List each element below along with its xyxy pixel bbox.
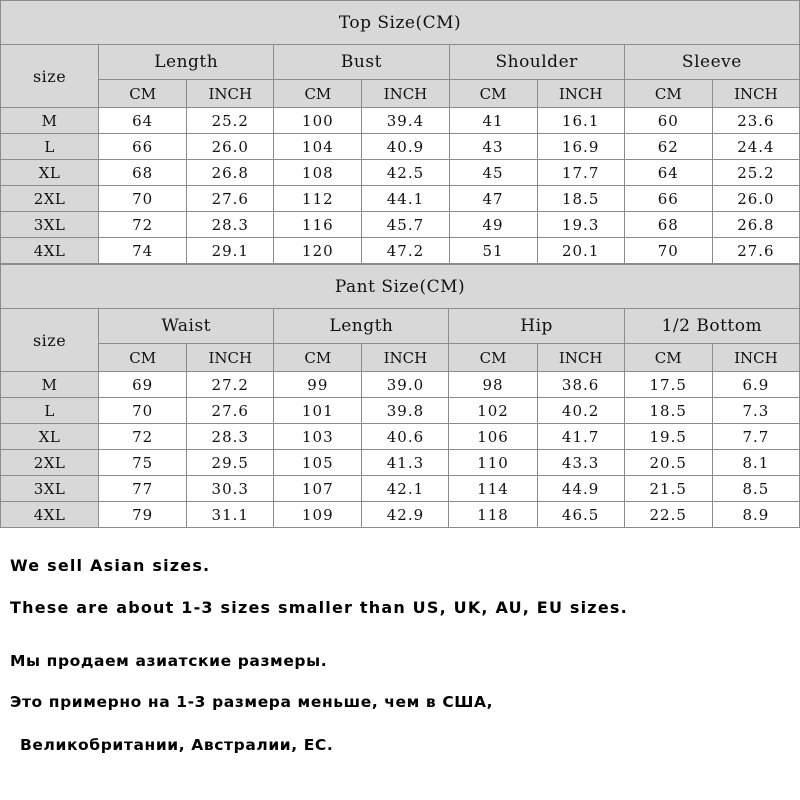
measurement-cell: 26.0 (187, 134, 274, 160)
unit-header: CM (274, 80, 362, 108)
measurement-cell: 45 (449, 160, 537, 186)
unit-header: CM (99, 344, 187, 372)
measurement-cell: 8.9 (712, 502, 799, 528)
measurement-cell: 105 (274, 450, 362, 476)
measurement-cell: 7.3 (712, 398, 799, 424)
measurement-cell: 25.2 (187, 108, 274, 134)
measurement-cell: 16.1 (537, 108, 624, 134)
measurement-cell: 8.5 (712, 476, 799, 502)
pant-size-title: Pant Size(CM) (1, 265, 800, 309)
top-size-body (1, 1, 800, 264)
table-row (1, 160, 800, 186)
pant-size-column-label: size (1, 309, 99, 372)
measurement-cell: 66 (624, 186, 712, 212)
table-row (1, 398, 800, 424)
measurement-cell: 72 (99, 424, 187, 450)
size-cell: 4XL (1, 238, 99, 264)
measurement-cell: 27.6 (187, 186, 274, 212)
measurement-cell: 72 (99, 212, 187, 238)
size-cell: XL (1, 160, 99, 186)
pant-group-half-bottom: 1/2 Bottom (624, 309, 799, 344)
measurement-cell: 40.6 (362, 424, 449, 450)
top-group-sleeve: Sleeve (624, 45, 799, 80)
table-row (1, 450, 800, 476)
size-cell: L (1, 398, 99, 424)
table-row (1, 186, 800, 212)
top-size-table (0, 0, 800, 264)
unit-header: INCH (712, 344, 799, 372)
measurement-cell: 25.2 (712, 160, 799, 186)
measurement-cell: 27.6 (712, 238, 799, 264)
measurement-cell: 18.5 (537, 186, 624, 212)
measurement-cell: 108 (274, 160, 362, 186)
measurement-cell: 40.2 (537, 398, 624, 424)
measurement-cell: 60 (624, 108, 712, 134)
measurement-cell: 7.7 (712, 424, 799, 450)
top-size-title: Top Size(CM) (1, 1, 800, 45)
measurement-cell: 44.1 (362, 186, 449, 212)
table-row (1, 238, 800, 264)
measurement-cell: 101 (274, 398, 362, 424)
unit-header: CM (624, 80, 712, 108)
measurement-cell: 100 (274, 108, 362, 134)
measurement-cell: 47.2 (362, 238, 449, 264)
measurement-cell: 112 (274, 186, 362, 212)
measurement-cell: 120 (274, 238, 362, 264)
unit-header: INCH (362, 80, 449, 108)
measurement-cell: 41 (449, 108, 537, 134)
table-row (1, 502, 800, 528)
measurement-cell: 20.5 (624, 450, 712, 476)
measurement-cell: 110 (449, 450, 537, 476)
measurement-cell: 46.5 (537, 502, 624, 528)
top-size-column-label: size (1, 45, 99, 108)
measurement-cell: 26.0 (712, 186, 799, 212)
measurement-cell: 70 (99, 398, 187, 424)
measurement-cell: 18.5 (624, 398, 712, 424)
measurement-cell: 28.3 (187, 212, 274, 238)
measurement-cell: 27.6 (187, 398, 274, 424)
measurement-cell: 45.7 (362, 212, 449, 238)
size-cell: 3XL (1, 212, 99, 238)
measurement-cell: 44.9 (537, 476, 624, 502)
table-row (1, 134, 800, 160)
top-group-shoulder: Shoulder (449, 45, 624, 80)
measurement-cell: 66 (99, 134, 187, 160)
measurement-cell: 8.1 (712, 450, 799, 476)
measurement-cell: 42.5 (362, 160, 449, 186)
measurement-cell: 41.3 (362, 450, 449, 476)
unit-header: INCH (187, 80, 274, 108)
measurement-cell: 47 (449, 186, 537, 212)
size-cell: 2XL (1, 186, 99, 212)
pant-size-body (1, 265, 800, 528)
measurement-cell: 41.7 (537, 424, 624, 450)
measurement-cell: 116 (274, 212, 362, 238)
measurement-cell: 98 (449, 372, 537, 398)
unit-header: CM (449, 344, 537, 372)
table-row (1, 424, 800, 450)
measurement-cell: 31.1 (187, 502, 274, 528)
pant-size-table (0, 264, 800, 528)
measurement-cell: 24.4 (712, 134, 799, 160)
unit-header: CM (274, 344, 362, 372)
size-cell: XL (1, 424, 99, 450)
measurement-cell: 62 (624, 134, 712, 160)
measurement-cell: 17.7 (537, 160, 624, 186)
measurement-cell: 79 (99, 502, 187, 528)
unit-header: INCH (537, 80, 624, 108)
measurement-cell: 16.9 (537, 134, 624, 160)
unit-header: INCH (537, 344, 624, 372)
measurement-cell: 103 (274, 424, 362, 450)
measurement-cell: 29.1 (187, 238, 274, 264)
measurement-cell: 20.1 (537, 238, 624, 264)
unit-header: INCH (362, 344, 449, 372)
unit-header: INCH (712, 80, 799, 108)
note-asian-sizes: We sell Asian sizes. (10, 556, 211, 575)
measurement-cell: 39.0 (362, 372, 449, 398)
measurement-cell: 104 (274, 134, 362, 160)
measurement-cell: 49 (449, 212, 537, 238)
measurement-cell: 74 (99, 238, 187, 264)
pant-group-hip: Hip (449, 309, 624, 344)
measurement-cell: 69 (99, 372, 187, 398)
measurement-cell: 64 (624, 160, 712, 186)
measurement-cell: 40.9 (362, 134, 449, 160)
size-cell: M (1, 108, 99, 134)
measurement-cell: 109 (274, 502, 362, 528)
measurement-cell: 75 (99, 450, 187, 476)
measurement-cell: 42.1 (362, 476, 449, 502)
size-cell: 4XL (1, 502, 99, 528)
measurement-cell: 77 (99, 476, 187, 502)
measurement-cell: 30.3 (187, 476, 274, 502)
measurement-cell: 6.9 (712, 372, 799, 398)
size-cell: M (1, 372, 99, 398)
measurement-cell: 27.2 (187, 372, 274, 398)
measurement-cell: 21.5 (624, 476, 712, 502)
measurement-cell: 17.5 (624, 372, 712, 398)
measurement-cell: 19.5 (624, 424, 712, 450)
unit-header: CM (624, 344, 712, 372)
measurement-cell: 26.8 (712, 212, 799, 238)
measurement-cell: 64 (99, 108, 187, 134)
unit-header: INCH (187, 344, 274, 372)
size-cell: L (1, 134, 99, 160)
table-row (1, 108, 800, 134)
table-row (1, 372, 800, 398)
unit-header: CM (99, 80, 187, 108)
measurement-cell: 70 (624, 238, 712, 264)
measurement-cell: 118 (449, 502, 537, 528)
table-row (1, 476, 800, 502)
measurement-cell: 43 (449, 134, 537, 160)
measurement-cell: 39.8 (362, 398, 449, 424)
measurement-cell: 68 (99, 160, 187, 186)
note-size-difference: These are about 1-3 sizes smaller than US, UK, AU, EU sizes. (10, 598, 628, 617)
measurement-cell: 114 (449, 476, 537, 502)
pant-group-length: Length (274, 309, 449, 344)
measurement-cell: 102 (449, 398, 537, 424)
measurement-cell: 29.5 (187, 450, 274, 476)
measurement-cell: 22.5 (624, 502, 712, 528)
measurement-cell: 70 (99, 186, 187, 212)
unit-header: CM (449, 80, 537, 108)
note-asian-sizes-ru: Мы продаем азиатские размеры. (10, 652, 328, 670)
measurement-cell: 99 (274, 372, 362, 398)
measurement-cell: 68 (624, 212, 712, 238)
measurement-cell: 42.9 (362, 502, 449, 528)
measurement-cell: 107 (274, 476, 362, 502)
measurement-cell: 19.3 (537, 212, 624, 238)
measurement-cell: 38.6 (537, 372, 624, 398)
measurement-cell: 43.3 (537, 450, 624, 476)
measurement-cell: 106 (449, 424, 537, 450)
measurement-cell: 51 (449, 238, 537, 264)
note-size-difference-ru-continued: Великобритании, Австралии, ЕС. (20, 736, 334, 754)
measurement-cell: 26.8 (187, 160, 274, 186)
top-group-bust: Bust (274, 45, 449, 80)
top-group-length: Length (99, 45, 274, 80)
measurement-cell: 39.4 (362, 108, 449, 134)
measurement-cell: 28.3 (187, 424, 274, 450)
pant-group-waist: Waist (99, 309, 274, 344)
note-size-difference-ru: Это примерно на 1-3 размера меньше, чем в США, (10, 693, 494, 711)
size-cell: 3XL (1, 476, 99, 502)
table-row (1, 212, 800, 238)
measurement-cell: 23.6 (712, 108, 799, 134)
size-cell: 2XL (1, 450, 99, 476)
